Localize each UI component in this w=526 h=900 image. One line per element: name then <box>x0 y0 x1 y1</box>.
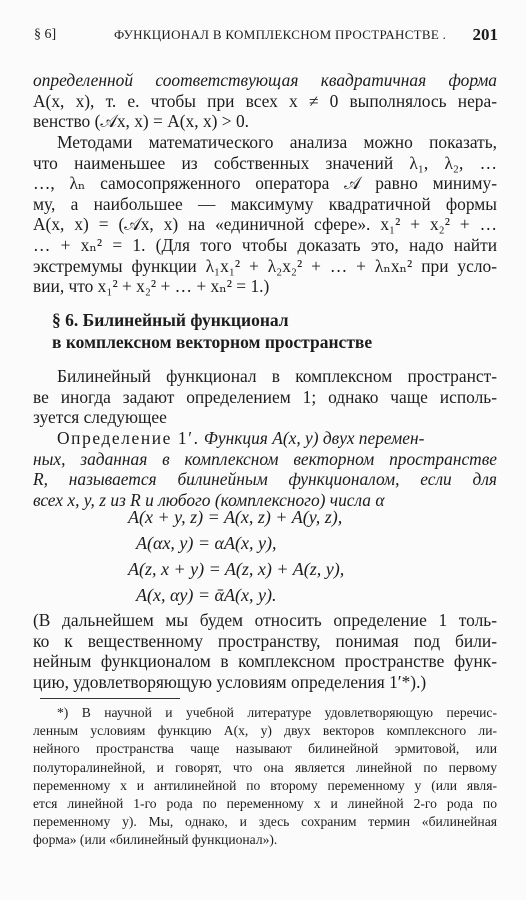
footnote-line: полуторалинейной, и говорят, что она является линейной по первому <box>33 759 497 775</box>
text-line: Методами математического анализа можно показать, <box>57 132 497 152</box>
text-line: R, называется билинейным функционалом, если для <box>33 469 497 490</box>
section-heading <box>52 310 372 353</box>
equation: A(x, αy) = ᾱA(x, y). <box>136 585 277 605</box>
footnote-line: ется линейной 1-го рода по переменному x и линейной 2-го рода по <box>33 795 497 811</box>
text-line: A(x, x) = (𝒜x, x) на «единичной сфере». x₁² + x₂² + … <box>33 214 497 235</box>
text-line: цию, удовлетворяющую условиям определения 1′*).) <box>33 671 427 692</box>
text-line: ве иногда задают определением 1; однако чаще исполь- <box>33 386 497 407</box>
text-line: … + xₙ² = 1. (Для того чтобы доказать это, надо найти <box>33 234 497 255</box>
definition-block <box>33 428 497 510</box>
paragraph-eigenvalues <box>33 132 497 297</box>
text-line: Билинейный функционал в комплексном пространст- <box>57 366 497 386</box>
footnote-line: *) В научной и учебной литературе удовлетворяющую перечис- <box>57 705 497 720</box>
footnote-line: ленным условиям функцию A(x, y) двух векторов комплексного ли- <box>33 723 497 739</box>
text-line: что наименьшее из собственных значений λ₁, λ₂, … <box>33 152 497 173</box>
definition-text: Функция A(x, y) двух перемен- <box>203 428 425 448</box>
header-section-ref: § 6] <box>34 27 57 42</box>
equation-block <box>128 504 344 608</box>
footnote-divider <box>40 698 180 699</box>
footnote-line: переменному y). Мы, однако, и здесь сохраним термин «билинейная <box>33 814 497 830</box>
definition-label: Определение 1′. <box>57 428 200 448</box>
paragraph-remark <box>33 610 497 692</box>
text-line: венство (𝒜x, x) = A(x, x) > 0. <box>33 111 249 132</box>
text-line: му, а наибольшее — максимуму квадратичной формы <box>33 193 497 214</box>
footnote-line: форма» (или «билинейный функционал»). <box>33 832 278 848</box>
text-line <box>33 428 497 449</box>
equation: A(x + y, z) = A(x, z) + A(y, z), <box>128 507 343 527</box>
footnote-line: нейного пространства чаще называют билинейной эрмитовой, или <box>33 741 497 757</box>
heading-line: § 6. Билинейный функционал <box>52 310 289 330</box>
text-line: …, λₙ самосопряженного оператора 𝒜 равно миниму- <box>33 173 497 194</box>
text-line: (В дальнейшем мы будем относить определение 1 толь- <box>33 610 497 630</box>
text-line: экстремумы функции λ₁x₁² + λ₂x₂² + … + λₙxₙ² при усло- <box>33 255 497 276</box>
text-line: ко к вещественному пространству, понимая под били- <box>33 630 497 651</box>
paragraph-continuation <box>33 70 497 132</box>
page-number: 201 <box>472 25 498 44</box>
heading-line: в комплексном векторном пространстве <box>52 331 373 352</box>
text-line: нейным функционалом в комплексном пространстве функ- <box>33 651 497 672</box>
text-line: зуется следующее <box>33 407 167 428</box>
equation: A(z, x + y) = A(z, x) + A(z, y), <box>128 559 345 579</box>
text-line: ных, заданная в комплексном векторном пространстве <box>33 448 497 469</box>
text-line: A(x, x), т. е. чтобы при всех x ≠ 0 выполнялось нера- <box>33 90 497 111</box>
paragraph-intro <box>33 366 497 428</box>
footnote-line: переменному x и антилинейной по второму переменному y (или явля- <box>33 777 497 793</box>
text-line: всех x, y, z из R и любого (комплексного) числа α <box>33 489 385 510</box>
footnote <box>33 704 497 850</box>
equation: A(αx, y) = αA(x, y), <box>136 533 277 553</box>
running-header <box>34 25 506 47</box>
text-line: вии, что x₁² + x₂² + … + xₙ² = 1.) <box>33 276 270 297</box>
header-running-title: ФУНКЦИОНАЛ В КОМПЛЕКСНОМ ПРОСТРАНСТВЕ . <box>114 27 447 42</box>
text-line: определенной соответствующая квадратичная форма <box>33 70 497 90</box>
